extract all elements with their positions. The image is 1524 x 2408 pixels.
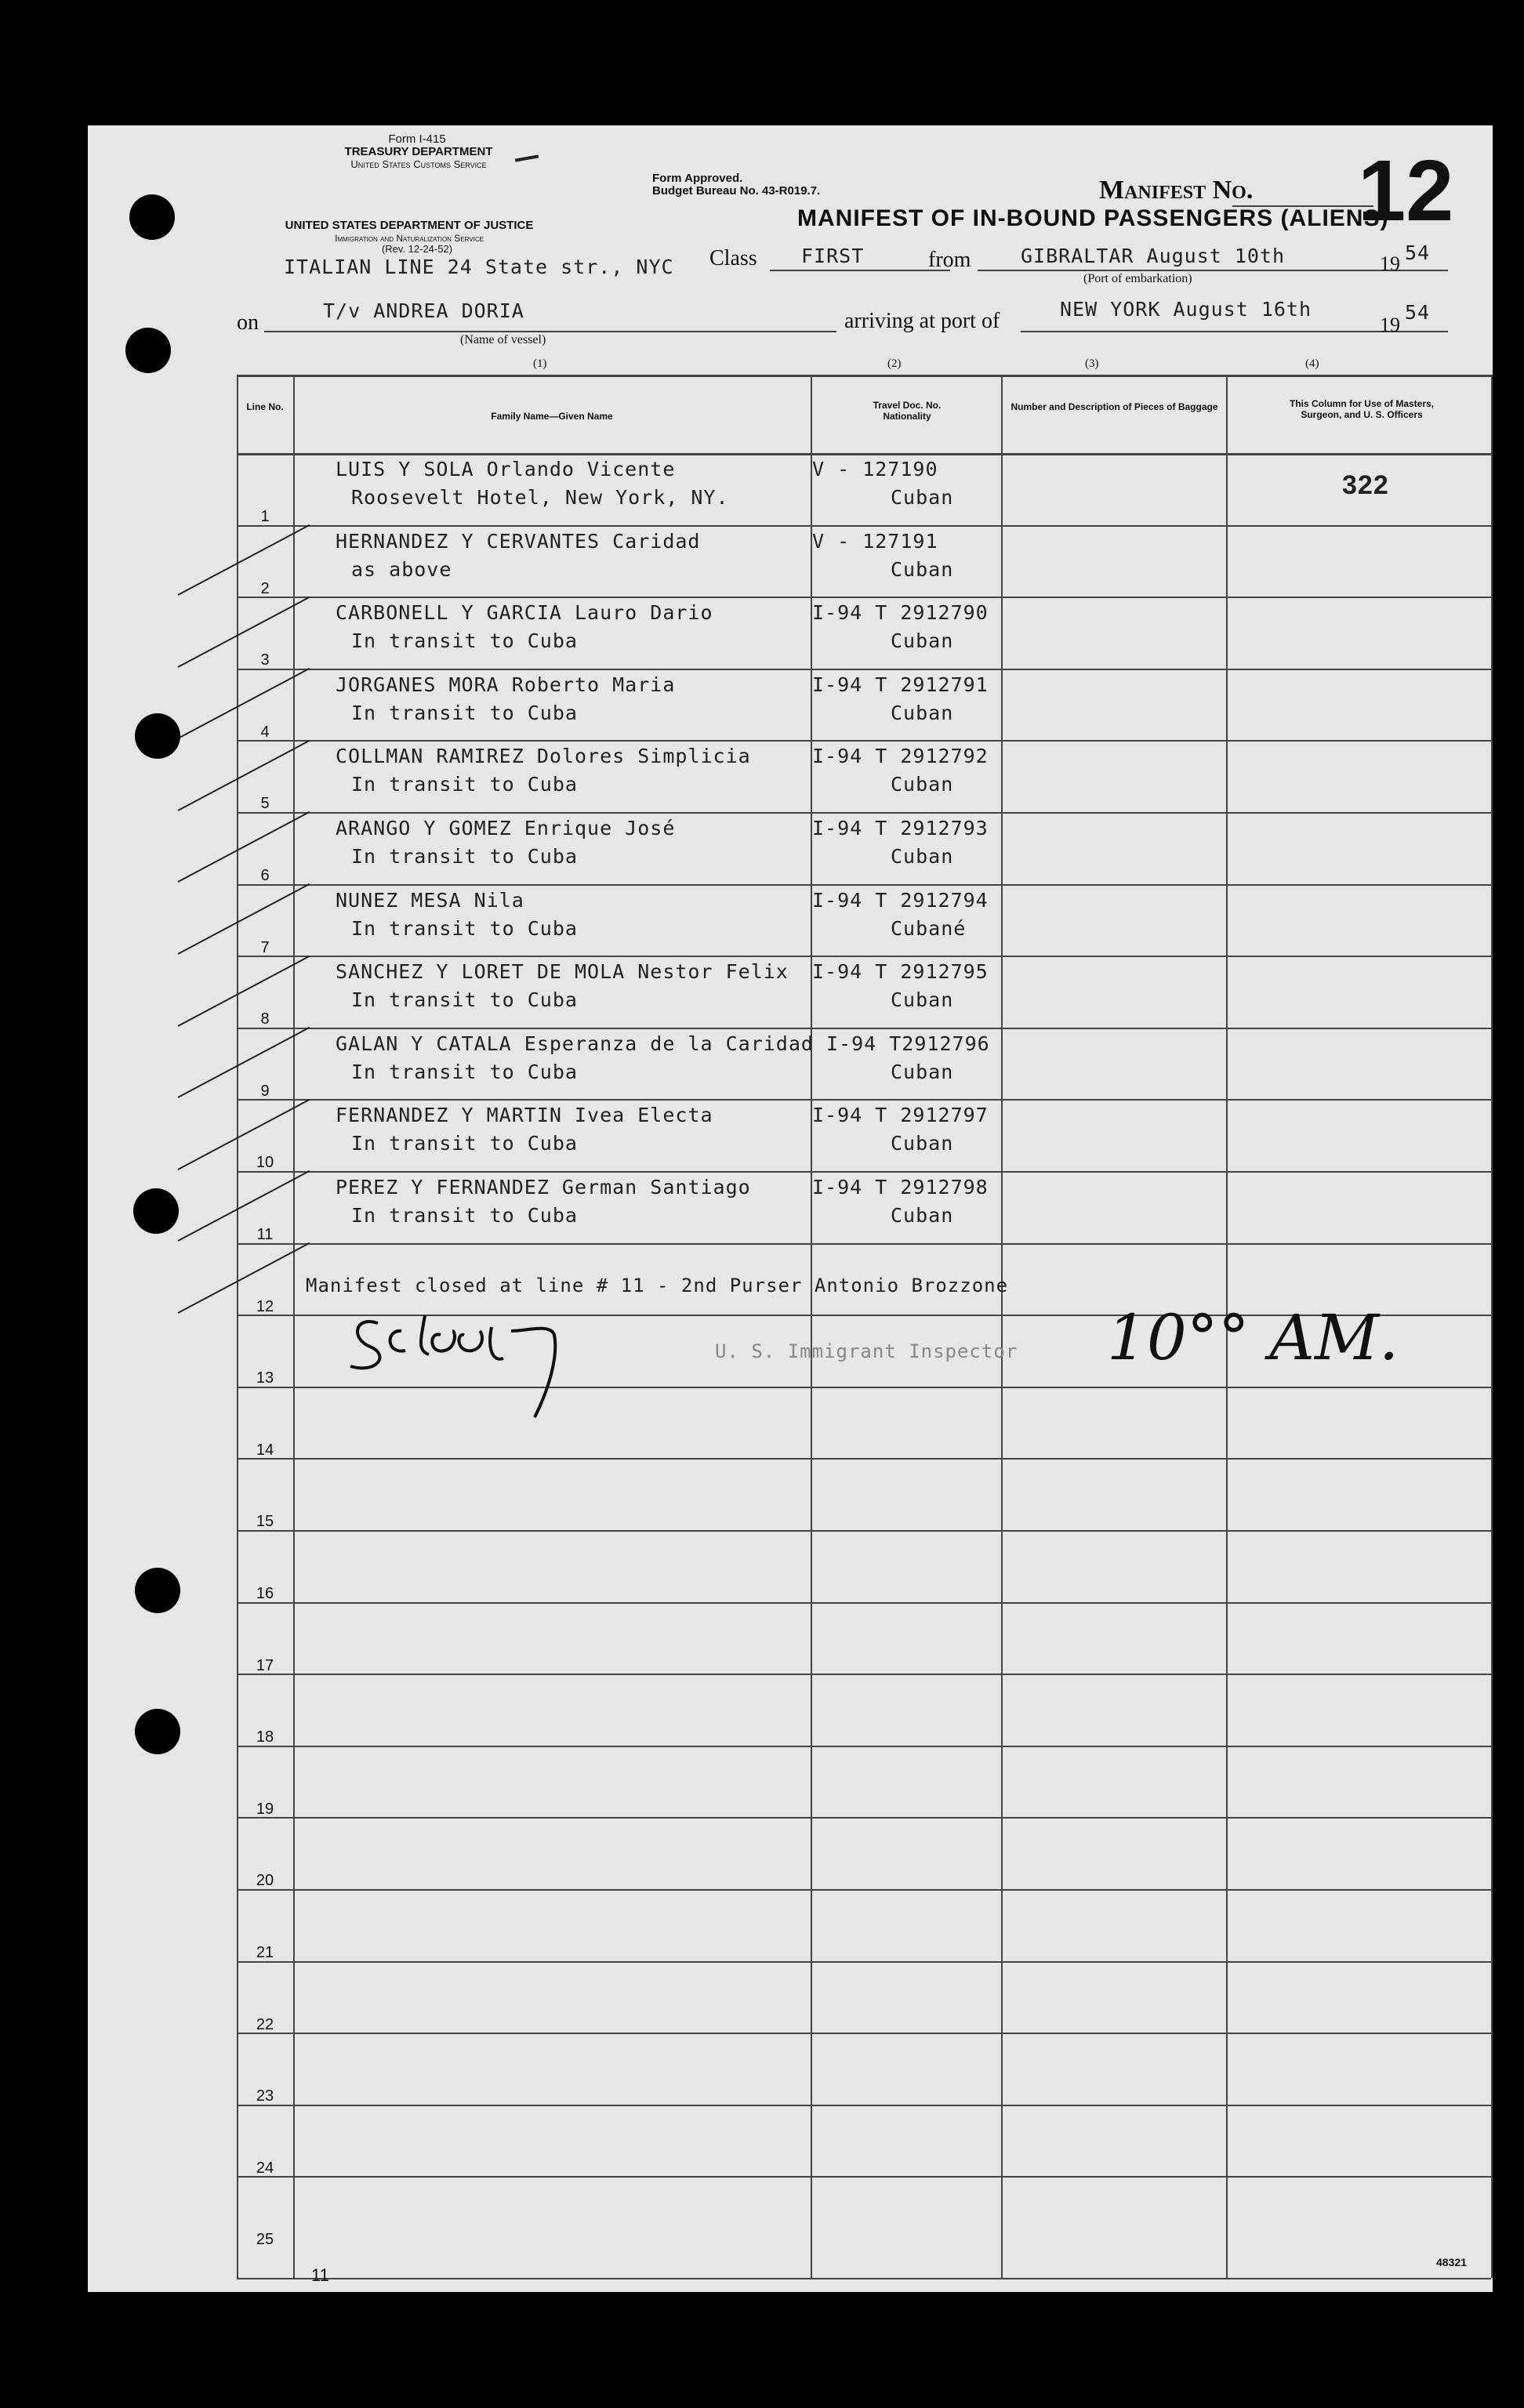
row-rule (237, 1602, 1491, 1604)
line-number: 12 (256, 1297, 274, 1315)
row-rule (237, 669, 1491, 670)
check-mark (178, 597, 310, 668)
passenger-name: NUNEZ MESA Nila (336, 888, 524, 912)
line-number: 5 (260, 795, 270, 813)
line-number: 17 (256, 1656, 274, 1674)
travel-doc-no: I-94 T 2912791 (812, 673, 989, 696)
year2-value: 54 (1405, 301, 1431, 324)
nationality: Cuban (891, 988, 954, 1012)
manifest-number: 12 (1358, 143, 1454, 239)
nationality: Cuban (891, 1204, 954, 1227)
check-mark (178, 740, 310, 811)
punch-hole (129, 194, 175, 240)
row-rule (237, 1530, 1491, 1532)
arriving-value: NEW YORK August 16th (1060, 298, 1312, 321)
nationality: Cuban (891, 629, 954, 653)
officer-remark: 322 (1342, 470, 1389, 500)
col-number-2: (2) (887, 357, 902, 370)
line-number: 20 (256, 1872, 274, 1890)
manifest-page (88, 125, 1493, 2292)
footer-mark: 11 (311, 2265, 329, 2285)
col-number-3: (3) (1085, 357, 1099, 370)
ins-service: Immigration and Naturalization Service (335, 233, 484, 244)
travel-doc-no: I-94 T 2912798 (812, 1176, 989, 1199)
nationality: Cuban (891, 1060, 954, 1083)
line-number: 7 (260, 938, 270, 956)
travel-doc-no: I-94 T 2912795 (812, 960, 989, 984)
passenger-name: LUIS Y SOLA Orlando Vicente (336, 458, 676, 481)
class-value: FIRST (801, 245, 865, 267)
row-rule (237, 2033, 1491, 2034)
customs-service: United States Customs Service (350, 158, 487, 170)
inspector-stamp: U. S. Immigrant Inspector (715, 1340, 1018, 1362)
treasury-dept: TREASURY DEPARTMENT (344, 145, 493, 158)
year1-prefix: 19 (1380, 252, 1400, 275)
line-number: 2 (260, 579, 270, 597)
form-approved: Form Approved. (652, 172, 743, 185)
line-number: 21 (256, 1944, 274, 1961)
row-rule (237, 1099, 1491, 1101)
line-number: 16 (256, 1585, 274, 1602)
travel-doc-no: I-94 T 2912797 (812, 1104, 989, 1127)
col-number-1: (1) (533, 357, 547, 370)
check-mark (178, 811, 310, 883)
from-value: GIBRALTAR August 10th (1021, 245, 1286, 267)
line-number: 18 (256, 1728, 274, 1746)
check-mark (178, 524, 310, 596)
line-number: 3 (260, 651, 270, 669)
line-number: 8 (260, 1010, 270, 1028)
line-number: 15 (256, 1513, 274, 1531)
row-rule (237, 1889, 1491, 1891)
col-header-doc: Travel Doc. No. Nationality (873, 400, 942, 422)
from-label: from (928, 248, 971, 272)
row-rule (237, 740, 1491, 742)
form-number: Form I-415 (388, 132, 446, 146)
punch-hole (125, 328, 171, 373)
port-embarkation-caption: (Port of embarkation) (1083, 272, 1192, 285)
row-rule (237, 2105, 1491, 2106)
passenger-address: In transit to Cuba (351, 1060, 578, 1083)
line-number: 23 (256, 2087, 274, 2105)
check-mark (178, 668, 310, 739)
nationality: Cuban (891, 486, 954, 509)
nationality: Cuban (891, 1132, 954, 1155)
row-rule (237, 2176, 1491, 2178)
check-mark (178, 883, 310, 955)
row-rule (237, 1674, 1491, 1675)
nationality: Cuban (891, 773, 954, 796)
passenger-address: In transit to Cuba (351, 1132, 578, 1155)
row-rule (237, 1458, 1491, 1460)
row-rule (237, 884, 1491, 886)
row-rule (237, 1171, 1491, 1173)
passenger-name: JORGANES MORA Roberto Maria (336, 673, 676, 696)
row-rule (237, 812, 1491, 814)
passenger-address: In transit to Cuba (351, 916, 578, 940)
travel-doc-no: I-94 T 2912794 (812, 888, 989, 912)
line-number: 1 (260, 508, 270, 525)
line-number: 6 (260, 867, 270, 884)
punch-hole (133, 1188, 179, 1234)
passenger-name: GALAN Y CATALA Esperanza de la Caridad I-94 T2912796 (336, 1032, 990, 1055)
manifest-title: MANIFEST OF IN-BOUND PASSENGERS (ALIENS) (797, 205, 1389, 231)
check-mark (178, 1099, 310, 1170)
row-rule (237, 525, 1491, 527)
line-number: 10 (256, 1154, 274, 1172)
col-header-officers: This Column for Use of Masters, Surgeon, and U. S. Officers (1289, 398, 1435, 420)
check-mark (178, 1027, 310, 1098)
check-mark (178, 1242, 310, 1314)
passenger-address: as above (351, 557, 452, 581)
passenger-name: SANCHEZ Y LORET DE MOLA Nestor Felix (336, 960, 789, 984)
manifest-no-label: Manifest No. (1099, 176, 1254, 205)
col-header-baggage: Number and Description of Pieces of Baggage (1011, 401, 1218, 412)
row-rule (237, 956, 1491, 957)
line-number: 11 (256, 1226, 274, 1243)
col-header-name: Family Name—Given Name (491, 411, 613, 422)
row-rule (237, 1817, 1491, 1819)
passenger-name: ARANGO Y GOMEZ Enrique José (336, 817, 676, 840)
check-mark (178, 956, 310, 1027)
travel-doc-no: I-94 T 2912792 (812, 745, 989, 768)
line-number: 4 (260, 723, 270, 741)
passenger-address: Roosevelt Hotel, New York, NY. (351, 486, 729, 509)
nationality: Cubané (891, 916, 967, 940)
nationality: Cuban (891, 557, 954, 581)
travel-doc-no: I-94 T 2912790 (812, 601, 989, 625)
line-address: ITALIAN LINE 24 State str., NYC (284, 256, 674, 278)
line-number: 22 (256, 2015, 274, 2033)
class-label: Class (709, 246, 757, 270)
passenger-name: COLLMAN RAMIREZ Dolores Simplicia (336, 745, 751, 768)
nationality: Cuban (891, 701, 954, 724)
revision: (Rev. 12-24-52) (381, 243, 453, 255)
line-number: 19 (256, 1800, 274, 1818)
line-number: 9 (260, 1082, 270, 1100)
on-label: on (237, 310, 259, 335)
col-number-4: (4) (1305, 357, 1319, 370)
nationality: Cuban (891, 845, 954, 868)
row-rule (237, 1746, 1491, 1747)
budget-bureau: Budget Bureau No. 43-R019.7. (652, 184, 821, 198)
check-mark (178, 1170, 310, 1242)
passenger-address: In transit to Cuba (351, 845, 578, 868)
manifest-closed-note: Manifest closed at line # 11 - 2nd Purser Antonio Brozzone (306, 1275, 1009, 1296)
inspector-signature (347, 1300, 723, 1456)
passenger-name: CARBONELL Y GARCIA Lauro Dario (336, 601, 713, 625)
form-code: 48321 (1436, 2256, 1467, 2268)
passenger-name: HERNANDEZ Y CERVANTES Caridad (336, 529, 701, 553)
row-rule (237, 597, 1491, 598)
passenger-address: In transit to Cuba (351, 629, 578, 653)
arriving-label: arriving at port of (844, 309, 1000, 333)
punch-hole (135, 1568, 180, 1613)
year2-prefix: 19 (1380, 314, 1400, 336)
passenger-name: FERNANDEZ Y MARTIN Ivea Electa (336, 1104, 713, 1127)
justice-dept: UNITED STATES DEPARTMENT OF JUSTICE (285, 219, 534, 232)
col-header-line-no: Line No. (246, 401, 284, 412)
passenger-address: In transit to Cuba (351, 988, 578, 1012)
travel-doc-no: V - 127190 (812, 458, 938, 481)
line-number: 24 (256, 2159, 274, 2177)
passenger-address: In transit to Cuba (351, 701, 578, 724)
punch-hole (135, 1709, 180, 1754)
arrival-time: 10°° AM. (1107, 1301, 1399, 1374)
row-rule (237, 1243, 1491, 1245)
travel-doc-no: V - 127191 (812, 529, 938, 553)
line-number: 25 (256, 2231, 274, 2249)
passenger-name: PEREZ Y FERNANDEZ German Santiago (336, 1176, 751, 1199)
vessel-caption: (Name of vessel) (460, 333, 546, 346)
punch-hole (135, 713, 180, 759)
row-rule (237, 1961, 1491, 1963)
travel-doc-no: I-94 T 2912793 (812, 817, 989, 840)
year1-value: 54 (1405, 241, 1431, 264)
row-rule (237, 1028, 1491, 1029)
passenger-address: In transit to Cuba (351, 773, 578, 796)
vessel-value: T/v ANDREA DORIA (323, 299, 524, 322)
passenger-address: In transit to Cuba (351, 1204, 578, 1227)
line-number: 13 (256, 1369, 274, 1387)
line-number: 14 (256, 1441, 274, 1459)
